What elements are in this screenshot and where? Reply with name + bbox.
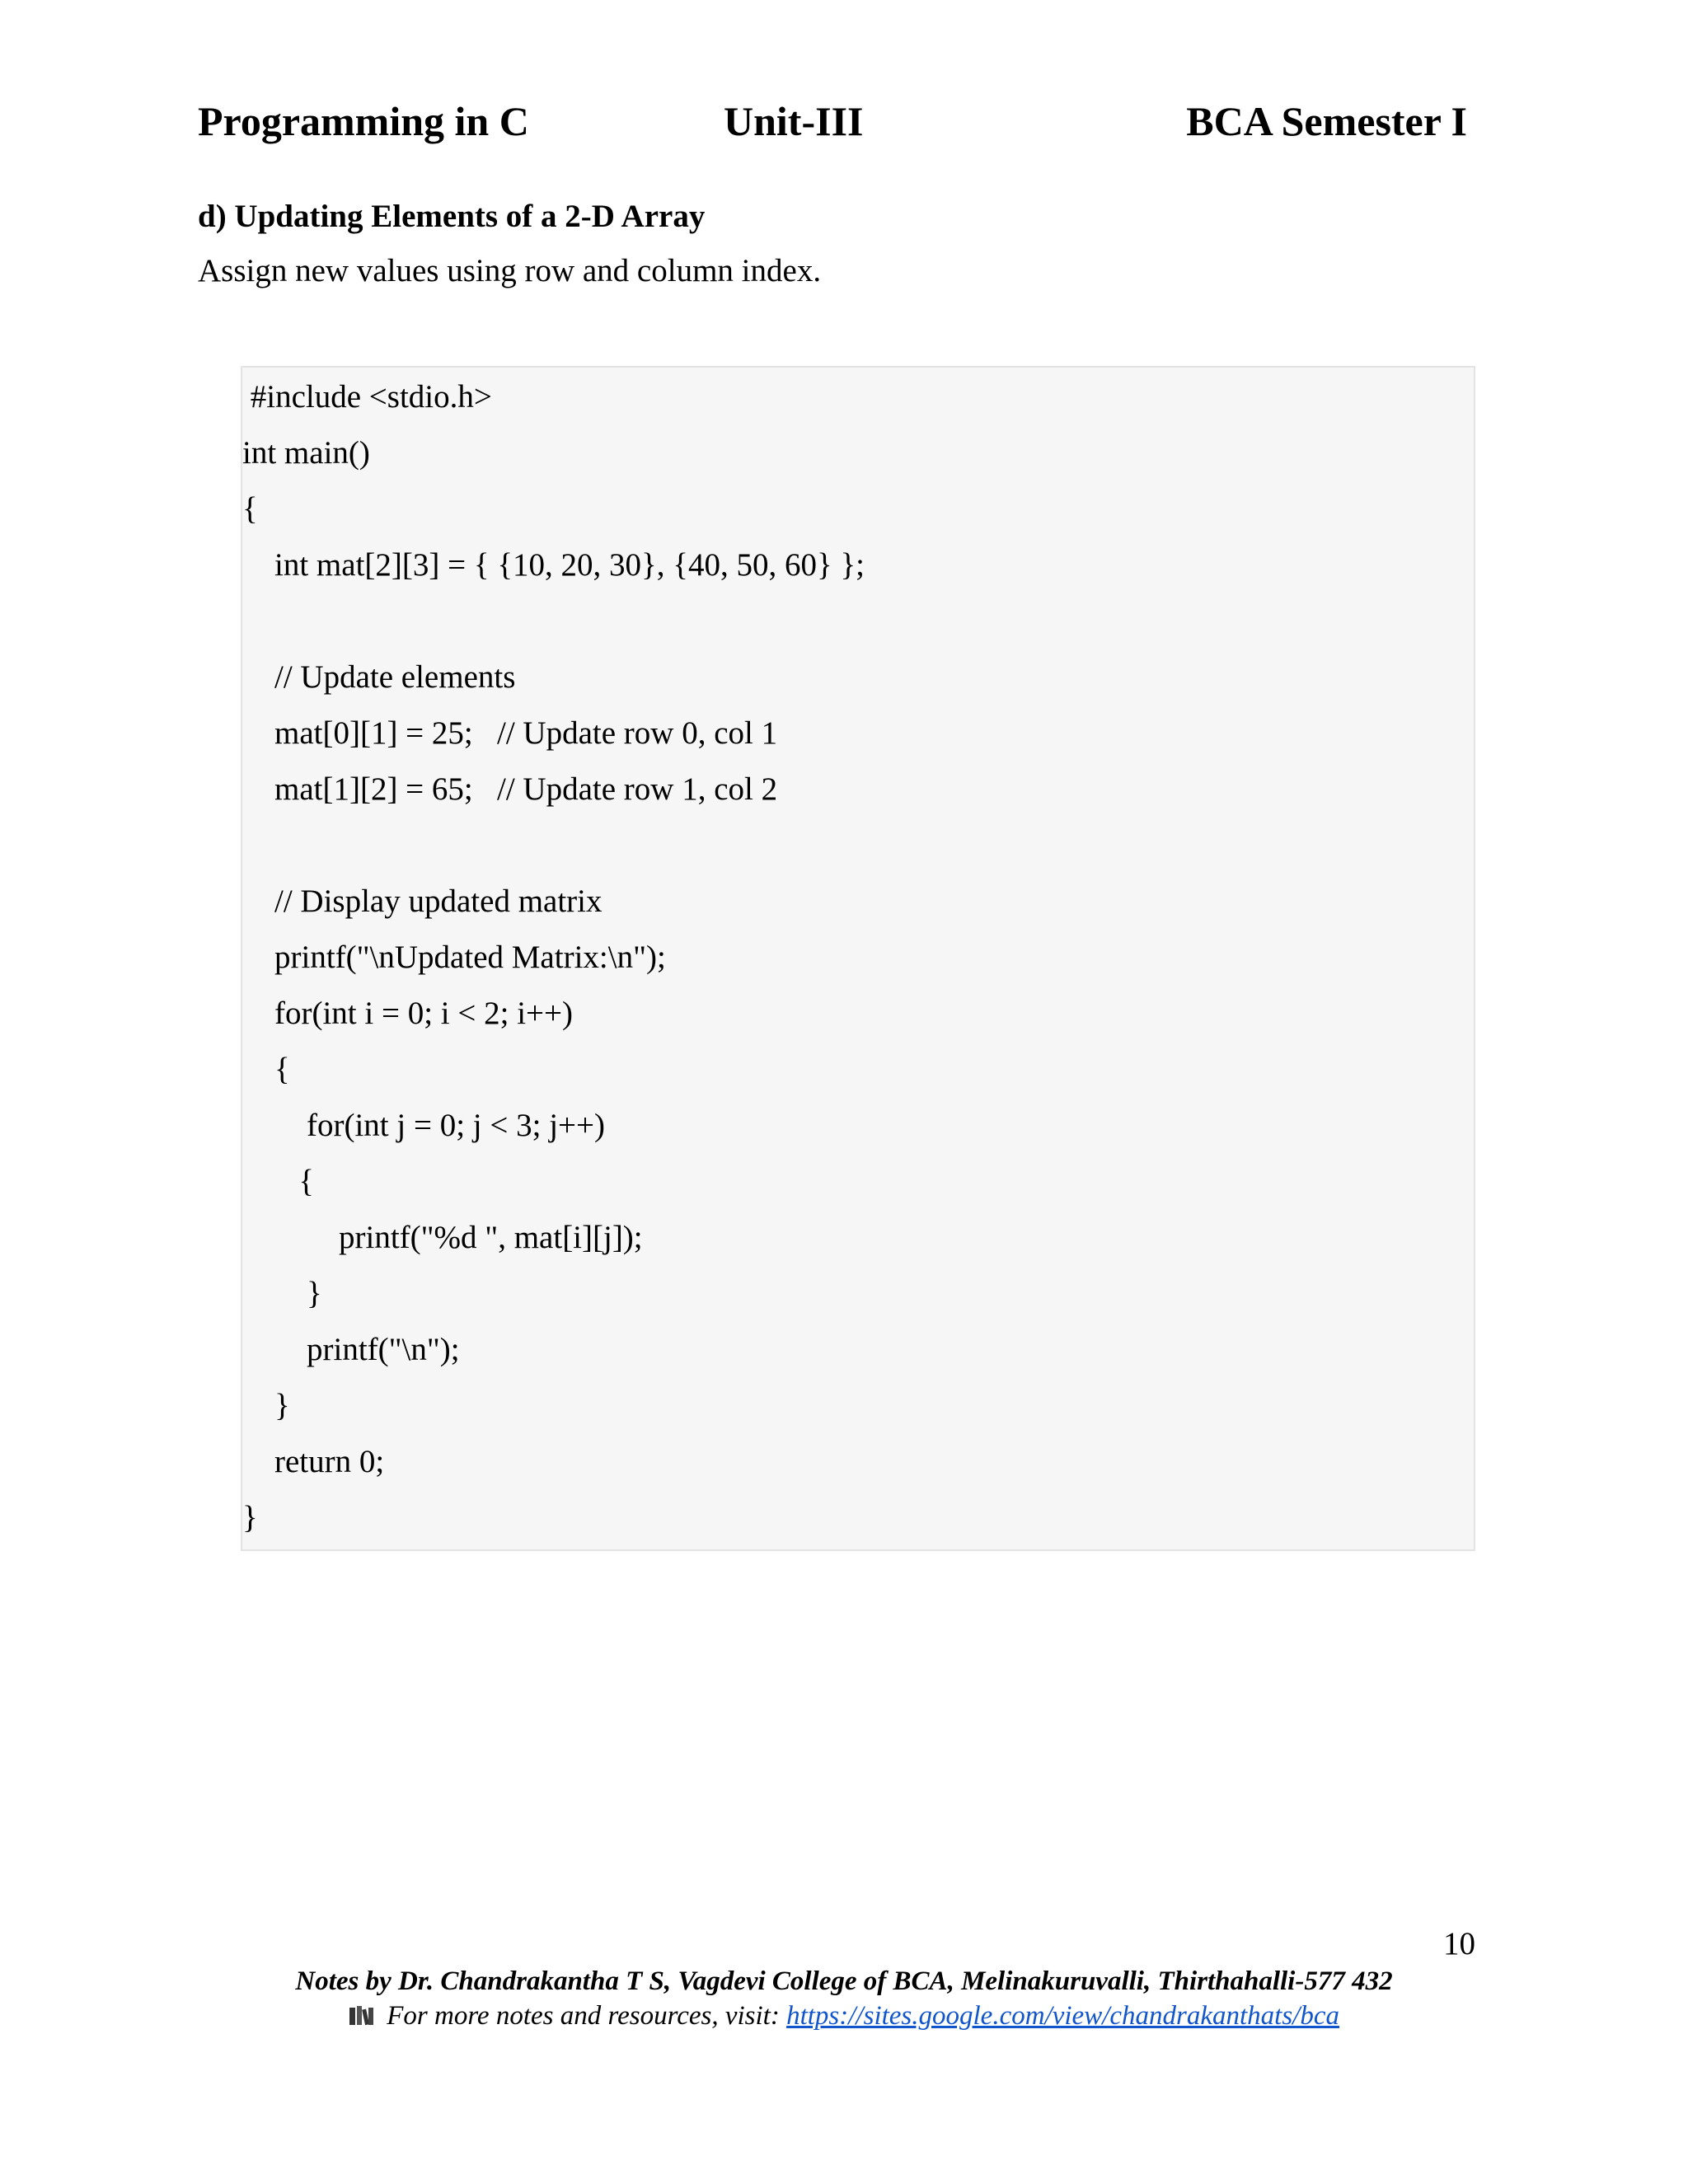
header-course-title: Programming in C [198, 98, 529, 144]
footer-link[interactable]: https://sites.google.com/view/chandrakanthats/bca [786, 2001, 1340, 2031]
code-line: // Update elements [242, 659, 516, 695]
code-line: // Display updated matrix [242, 883, 603, 919]
code-line: mat[0][1] = 25; // Update row 0, col 1 [242, 715, 778, 751]
code-line: { [242, 1052, 290, 1087]
code-line: printf("%d ", mat[i][j]); [242, 1220, 643, 1255]
code-line: return 0; [242, 1444, 385, 1479]
code-line: for(int j = 0; j < 3; j++) [242, 1108, 606, 1143]
code-line: for(int i = 0; i < 2; i++) [242, 996, 574, 1031]
header-semester: BCA Semester I [1186, 98, 1467, 144]
footer-visit-text: For more notes and resources, visit: [379, 2001, 787, 2031]
code-line: } [242, 1388, 290, 1423]
code-line: mat[1][2] = 65; // Update row 1, col 2 [242, 771, 778, 807]
footer-visit [0, 1998, 1688, 2034]
section-description: Assign new values using row and column index. [198, 253, 822, 288]
code-line: } [242, 1500, 258, 1535]
code-line: int main() [242, 435, 370, 471]
code-line: int mat[2][3] = { {10, 20, 30}, {40, 50, 60} }; [242, 547, 865, 583]
footer-credit: Notes by Dr. Chandrakantha T S, Vagdevi College of BCA, Melinakuruvalli, Thirthahalli-577 432 [295, 1966, 1393, 1996]
code-line: } [242, 1276, 322, 1311]
header-unit: Unit-III [724, 98, 864, 144]
code-line: { [242, 1164, 314, 1199]
code-line: { [242, 491, 258, 527]
page-header [198, 92, 1467, 150]
page-number: 10 [1443, 1926, 1475, 1961]
books-icon [349, 2005, 375, 2027]
code-line: #include <stdio.h> [242, 379, 492, 415]
code-line: printf("\nUpdated Matrix:\n"); [242, 940, 666, 975]
section-title: d) Updating Elements of a 2-D Array [198, 199, 706, 234]
code-line: printf("\n"); [242, 1332, 460, 1367]
code-block [241, 366, 1475, 1551]
